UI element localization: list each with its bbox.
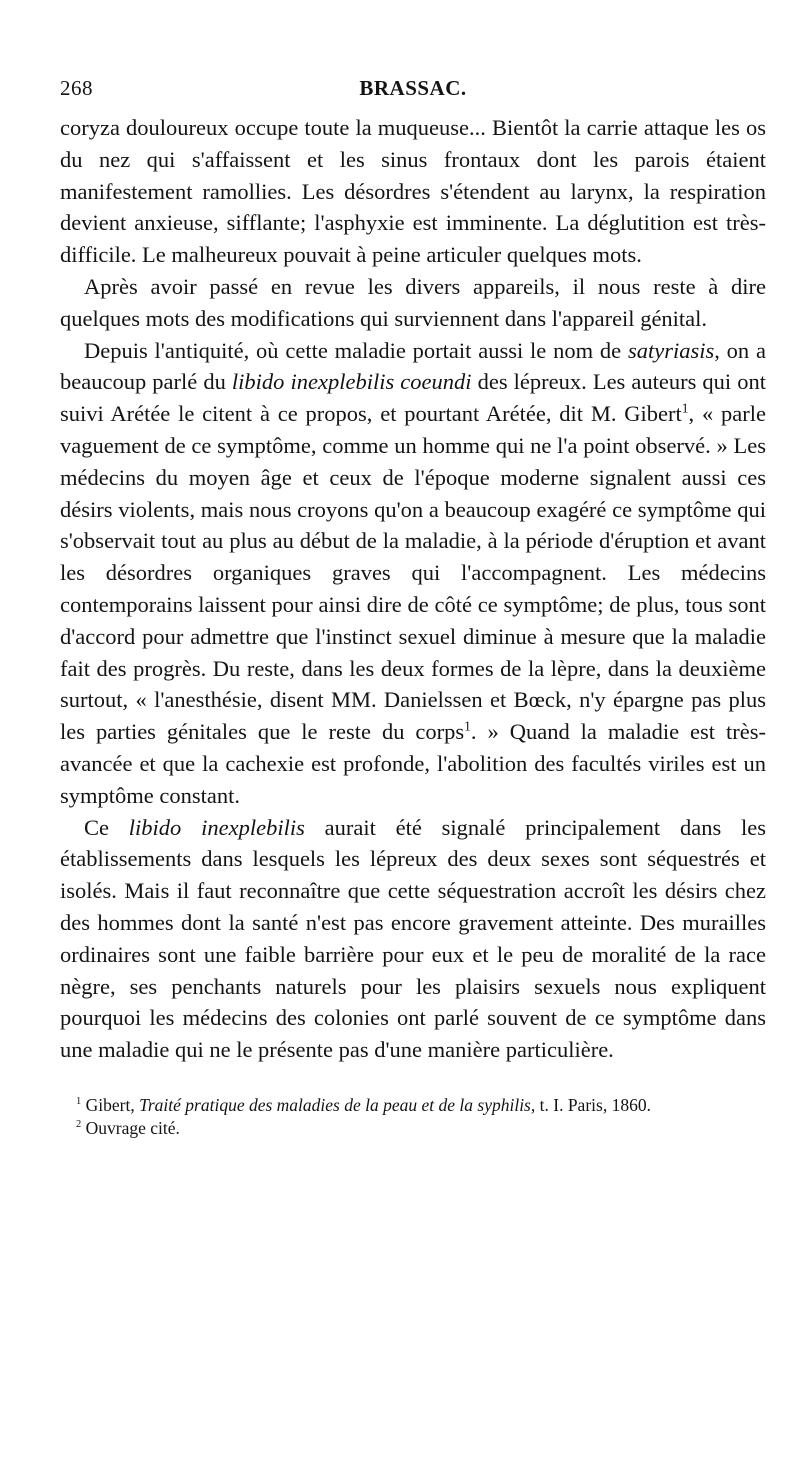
italic-term: libido inexplebilis xyxy=(128,814,305,840)
text-run: Depuis l'antiquité, où cette maladie portait aussi le nom de xyxy=(84,337,628,363)
footnote-rest: t. I. Paris, 1860. xyxy=(535,1094,651,1115)
text-run: . » Quand la maladie est très-avancée et que la cachexie est profonde, l'abolition des facultés viriles est un symptôme constant. xyxy=(60,719,766,808)
footnote-mark: 2 xyxy=(76,1119,82,1131)
book-page xyxy=(60,72,766,1140)
footnote-2 xyxy=(60,1117,766,1140)
text-run: Ce xyxy=(84,814,129,840)
page-number: 268 xyxy=(60,76,93,100)
footnote-mark: 1 xyxy=(76,1096,82,1108)
paragraph-3 xyxy=(60,335,766,812)
italic-term: libido inexplebilis coeundi xyxy=(231,369,472,395)
footnote-1 xyxy=(60,1094,766,1117)
text-run: aurait été signalé principalement dans les établissements dans lesquels les lépreux des deux sexes sont séquestrés et isolés. Mais il faut reconnaître que cette séquestration accroît les désirs chez des hommes dont la santé n'est pas encore gravement atteinte. Des murailles ordinaires sont une faible barrière pour eux et le peu de moralité de la race nègre, ses penchants naturels pour les plaisirs sexuels nous expliquent pourquoi les médecins des colonies ont parlé souvent de ce symptôme dans une maladie qui ne le présente pas d'une manière particulière. xyxy=(60,814,766,1063)
running-head: BRASSAC. xyxy=(359,76,467,100)
footnote-title: Traité pratique des maladies de la peau et de la syphilis, xyxy=(139,1094,536,1115)
paragraph-4 xyxy=(60,812,766,1066)
footnote-text: Ouvrage cité. xyxy=(81,1117,180,1138)
footnote-ref: 1 xyxy=(464,718,471,734)
footnote-ref: 1 xyxy=(681,400,689,416)
text-run: , « parle vaguement de ce symptôme, comme un homme qui ne l'a point observé. » Les médecins du moyen âge et ceux de l'époque moderne signalent aussi ces désirs violents, mais nous croyons qu'on a beaucoup exagéré ce symptôme qui s'observait tout au plus au début de la maladie, à la période d'éruption et avant les désordres organiques graves qui l'accompagnent. Les médecins contemporains laissent pour ainsi dire de côté ce symptôme; de plus, tous sont d'accord pour admettre que l'instinct sexuel diminue à mesure que la maladie fait des progrès. Du reste, dans les deux formes de la lèpre, dans la deuxième surtout, « l'anesthésie, disent MM. Danielssen et Bœck, n'y épargne pas plus les parties génitales que le reste du corps xyxy=(60,401,767,745)
paragraph-1: coryza douloureux occupe toute la muqueuse... Bientôt la carrie attaque les os du nez qui s'affaissent et les sinus frontaux dont les parois étaient manifestement ramollies. Les désordres s'étendent au larynx, la respiration devient anxieuse, sifflante; l'asphyxie est imminente. La déglutition est très-difficile. Le malheureux pouvait à peine articuler quelques mots. xyxy=(60,115,766,268)
page-header xyxy=(60,72,766,104)
body-text xyxy=(60,112,766,1066)
italic-term: satyriasis xyxy=(627,337,715,363)
text-run: , on a beaucoup parlé du xyxy=(60,337,766,395)
footnote-author: Gibert, xyxy=(81,1094,140,1115)
paragraph-2: Après avoir passé en revue les divers appareils, il nous reste à dire quelques mots des modifications qui surviennent dans l'appareil génital. xyxy=(60,273,766,331)
footnotes xyxy=(60,1094,766,1140)
text-run: des lépreux. Les auteurs qui ont suivi Arétée le citent à ce propos, et pourtant Arétée, dit M. Gibert xyxy=(60,369,767,427)
